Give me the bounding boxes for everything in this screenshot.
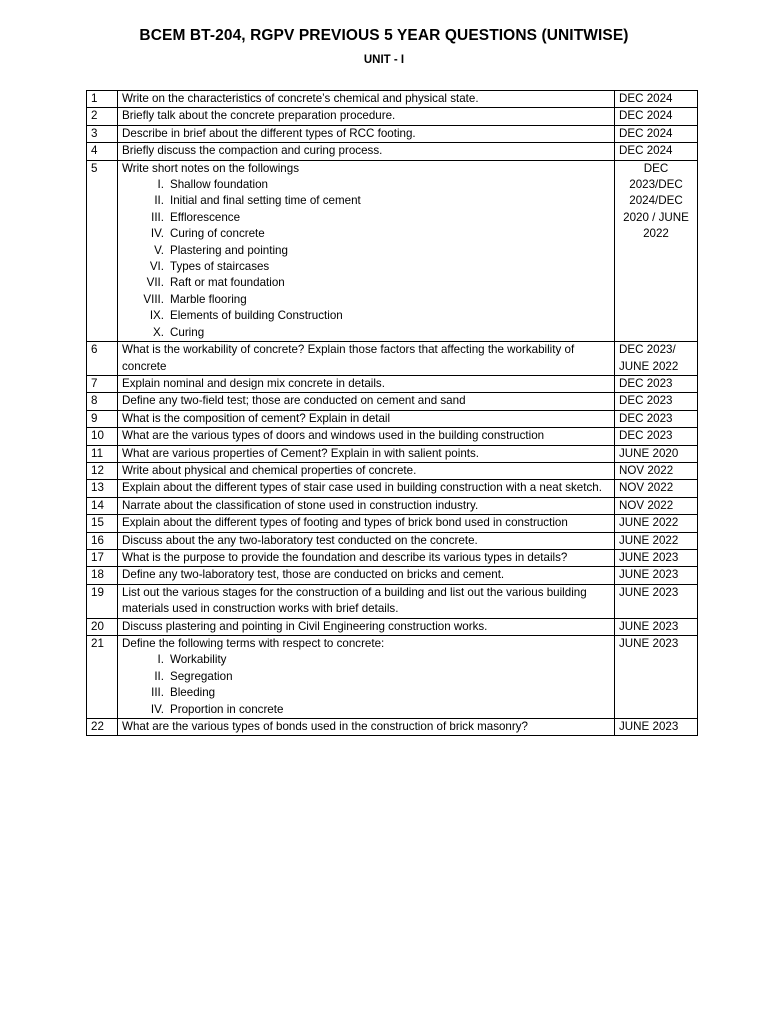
question-cell: [118, 428, 615, 445]
table-row: [87, 549, 698, 566]
list-item: [122, 685, 610, 701]
exam-date: NOV 2022: [615, 462, 698, 479]
question-cell: [118, 410, 615, 427]
roman-numeral: IX.: [149, 309, 164, 323]
exam-date: DEC 2023: [615, 410, 698, 427]
question-number: 4: [87, 143, 118, 160]
question-cell: [118, 618, 615, 635]
question-text: Briefly discuss the compaction and curing process.: [122, 144, 383, 158]
questions-table-body: [87, 91, 698, 736]
question-text: Briefly talk about the concrete preparation procedure.: [122, 109, 396, 123]
table-row: [87, 636, 698, 719]
table-row: [87, 497, 698, 514]
exam-date: DEC 2023: [615, 375, 698, 392]
table-row: [87, 719, 698, 736]
sub-item-text: Raft or mat foundation: [170, 276, 285, 290]
question-number: 6: [87, 342, 118, 376]
question-cell: [118, 393, 615, 410]
question-text: Write about physical and chemical properties of concrete.: [122, 463, 417, 477]
exam-date: DEC 2024: [615, 108, 698, 125]
question-cell: [118, 636, 615, 719]
sub-item-text: Segregation: [170, 669, 233, 683]
exam-date: JUNE 2023: [615, 618, 698, 635]
sub-item-list: [122, 177, 610, 341]
roman-numeral: IV.: [150, 702, 164, 716]
question-text: Define the following terms with respect to concrete:: [122, 637, 385, 650]
question-number: 19: [87, 584, 118, 618]
roman-numeral: IV.: [150, 227, 164, 241]
list-item: [122, 275, 610, 291]
exam-date: JUNE 2023: [615, 549, 698, 566]
table-row: [87, 480, 698, 497]
table-row: [87, 618, 698, 635]
question-cell: [118, 125, 615, 142]
exam-date: DEC 2023: [615, 428, 698, 445]
sub-item-text: Elements of building Construction: [170, 309, 343, 323]
exam-date: JUNE 2023: [615, 636, 698, 719]
question-text: What is the composition of cement? Explain in detail: [122, 411, 391, 425]
table-row: [87, 532, 698, 549]
roman-numeral: III.: [151, 210, 164, 224]
sub-item-text: Efflorescence: [170, 210, 241, 224]
question-number: 15: [87, 515, 118, 532]
question-text: What are various properties of Cement? Explain in with salient points.: [122, 446, 480, 460]
list-item: [122, 210, 610, 226]
question-text: Explain about the different types of stair case used in building construction with a neat sketch.: [122, 481, 602, 495]
question-number: 9: [87, 410, 118, 427]
list-item: [122, 669, 610, 685]
list-item: [122, 226, 610, 242]
question-text: Discuss plastering and pointing in Civil Engineering construction works.: [122, 619, 488, 633]
question-cell: [118, 342, 615, 376]
question-cell: [118, 143, 615, 160]
question-number: 3: [87, 125, 118, 142]
question-cell: [118, 532, 615, 549]
table-row: [87, 445, 698, 462]
list-item: [122, 243, 610, 259]
question-number: 10: [87, 428, 118, 445]
question-text: Write on the characteristics of concrete’s chemical and physical state.: [122, 92, 479, 105]
table-row: [87, 375, 698, 392]
question-number: 8: [87, 393, 118, 410]
sub-item-text: Workability: [170, 653, 227, 667]
question-number: 21: [87, 636, 118, 719]
question-number: 22: [87, 719, 118, 736]
sub-item-text: Initial and final setting time of cement: [170, 194, 361, 208]
list-item: [122, 259, 610, 275]
sub-item-text: Curing of concrete: [170, 227, 265, 241]
question-number: 12: [87, 462, 118, 479]
roman-numeral: III.: [151, 686, 164, 700]
roman-numeral: I.: [157, 178, 164, 192]
question-cell: [118, 567, 615, 584]
question-cell: [118, 108, 615, 125]
question-number: 11: [87, 445, 118, 462]
exam-date: DEC 2023/ JUNE 2022: [615, 342, 698, 376]
exam-date: DEC 2024: [615, 143, 698, 160]
exam-date: NOV 2022: [615, 480, 698, 497]
list-item: [122, 702, 610, 718]
question-text: What is the workability of concrete? Explain those factors that affecting the workability of concrete: [122, 343, 575, 373]
list-item: [122, 308, 610, 324]
question-number: 1: [87, 91, 118, 108]
question-number: 7: [87, 375, 118, 392]
list-item: [122, 292, 610, 308]
question-cell: [118, 462, 615, 479]
list-item: [122, 325, 610, 341]
table-row: [87, 462, 698, 479]
table-row: [87, 342, 698, 376]
list-item: [122, 652, 610, 668]
list-item: [122, 177, 610, 193]
roman-numeral: I.: [157, 653, 164, 667]
table-row: [87, 567, 698, 584]
exam-date: DEC 2023: [615, 393, 698, 410]
question-number: 2: [87, 108, 118, 125]
question-number: 13: [87, 480, 118, 497]
question-text: What are the various types of bonds used in the construction of brick masonry?: [122, 720, 528, 734]
sub-item-text: Curing: [170, 325, 205, 339]
exam-date: JUNE 2023: [615, 584, 698, 618]
roman-numeral: V.: [154, 243, 164, 257]
exam-date: NOV 2022: [615, 497, 698, 514]
table-row: [87, 515, 698, 532]
exam-date: JUNE 2023: [615, 567, 698, 584]
roman-numeral: VII.: [146, 276, 164, 290]
exam-date: DEC 2023/DEC 2024/DEC 2020 / JUNE 2022: [615, 160, 698, 341]
question-cell: [118, 445, 615, 462]
question-cell: [118, 515, 615, 532]
sub-item-text: Marble flooring: [170, 292, 247, 306]
sub-item-text: Types of staircases: [170, 260, 270, 274]
roman-numeral: VI.: [149, 260, 164, 274]
table-row: [87, 108, 698, 125]
question-cell: [118, 584, 615, 618]
list-item: [122, 193, 610, 209]
unit-heading: UNIT - I: [363, 54, 405, 66]
roman-numeral: VIII.: [143, 292, 164, 306]
question-number: 5: [87, 160, 118, 341]
sub-item-text: Proportion in concrete: [170, 702, 284, 716]
question-text: What are the various types of doors and windows used in the building construction: [122, 429, 545, 443]
roman-numeral: X.: [153, 325, 164, 339]
sub-item-text: Plastering and pointing: [170, 243, 288, 257]
exam-date: JUNE 2022: [615, 532, 698, 549]
question-number: 17: [87, 549, 118, 566]
page-title: BCEM BT-204, RGPV PREVIOUS 5 YEAR QUESTIONS (UNITWISE): [139, 27, 629, 44]
exam-date: JUNE 2023: [615, 719, 698, 736]
question-text: Explain nominal and design mix concrete in details.: [122, 376, 385, 390]
question-cell: [118, 480, 615, 497]
table-row: [87, 393, 698, 410]
question-cell: [118, 549, 615, 566]
question-number: 16: [87, 532, 118, 549]
question-number: 14: [87, 497, 118, 514]
sub-item-text: Shallow foundation: [170, 178, 268, 192]
question-text: Define any two-field test; those are conducted on cement and sand: [122, 394, 466, 408]
table-row: [87, 584, 698, 618]
question-text: Write short notes on the followings: [122, 161, 300, 175]
table-row: [87, 428, 698, 445]
question-text: What is the purpose to provide the foundation and describe its various types in details?: [122, 550, 568, 564]
roman-numeral: II.: [154, 194, 164, 208]
question-text: List out the various stages for the construction of a building and list out the various building materials used in construction works with brief details.: [122, 585, 587, 616]
sub-item-list: [122, 652, 610, 718]
question-text: Describe in brief about the different types of RCC footing.: [122, 126, 416, 140]
roman-numeral: II.: [154, 669, 164, 683]
question-number: 18: [87, 567, 118, 584]
exam-date: DEC 2024: [615, 91, 698, 108]
exam-date: JUNE 2022: [615, 515, 698, 532]
table-row: [87, 91, 698, 108]
sub-item-text: Bleeding: [170, 686, 216, 700]
question-text: Narrate about the classification of stone used in construction industry.: [122, 498, 479, 512]
table-row: [87, 410, 698, 427]
table-row: [87, 125, 698, 142]
question-cell: [118, 91, 615, 108]
questions-table: [86, 90, 698, 736]
table-row: [87, 143, 698, 160]
exam-date: DEC 2024: [615, 125, 698, 142]
question-cell: [118, 160, 615, 341]
question-cell: [118, 719, 615, 736]
question-text: Define any two-laboratory test, those are conducted on bricks and cement.: [122, 568, 505, 582]
question-number: 20: [87, 618, 118, 635]
question-cell: [118, 375, 615, 392]
table-row: [87, 160, 698, 341]
exam-date: JUNE 2020: [615, 445, 698, 462]
question-cell: [118, 497, 615, 514]
question-text: Discuss about the any two-laboratory test conducted on the concrete.: [122, 533, 478, 547]
question-text: Explain about the different types of footing and types of brick bond used in construction: [122, 516, 568, 530]
